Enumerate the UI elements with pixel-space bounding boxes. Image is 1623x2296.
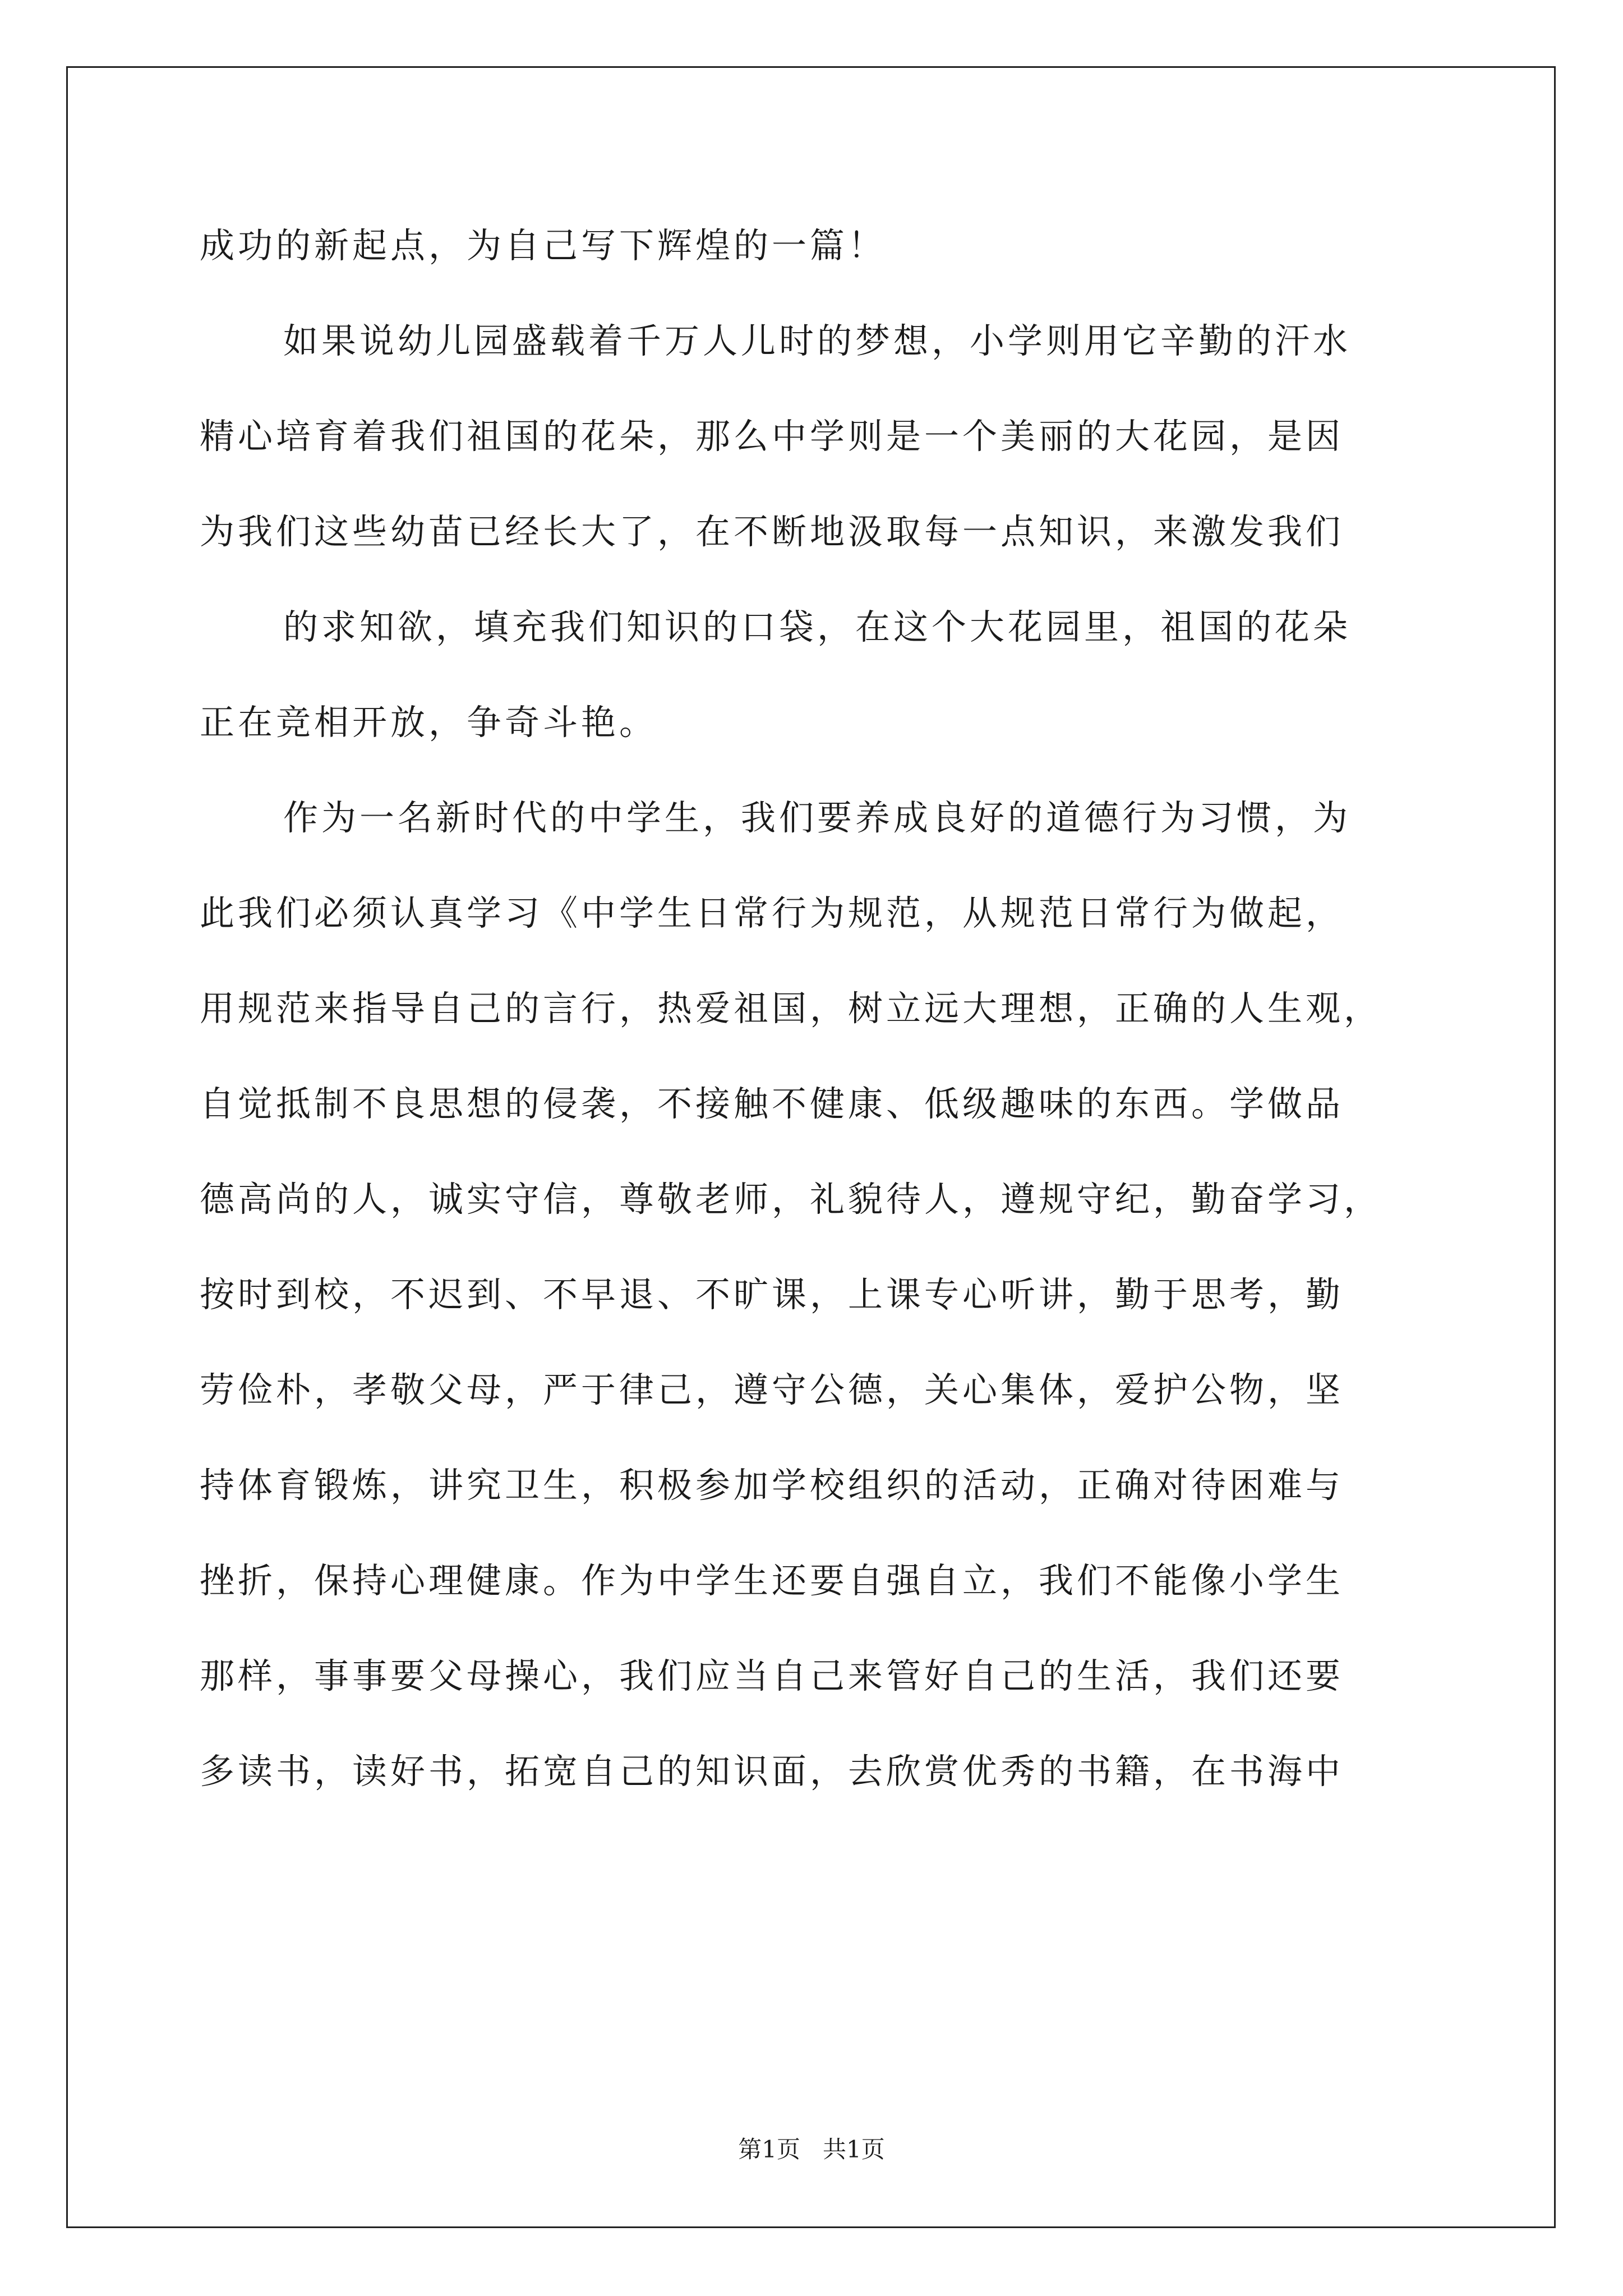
text-line: 那样，事事要父母操心，我们应当自己来管好自己的生活，我们还要 — [200, 1655, 1344, 1696]
text-line: 的求知欲，填充我们知识的口袋，在这个大花园里，祖国的花朵 — [283, 606, 1352, 647]
text-line: 按时到校，不迟到、不早退、不旷课，上课专心听讲，勤于思考，勤 — [200, 1274, 1344, 1315]
text-line: 持体育锻炼，讲究卫生，积极参加学校组织的活动，正确对待困难与 — [200, 1465, 1344, 1506]
text-line: 精心培育着我们祖国的花朵，那么中学则是一个美丽的大花园，是因 — [200, 416, 1344, 457]
text-line: 自觉抵制不良思想的侵袭，不接触不健康、低级趣味的东西。学做品 — [200, 1083, 1344, 1124]
text-line: 成功的新起点，为自己写下辉煌的一篇！ — [200, 225, 887, 266]
text-line: 如果说幼儿园盛载着千万人儿时的梦想，小学则用它辛勤的汗水 — [283, 320, 1352, 361]
text-line: 挫折，保持心理健康。作为中学生还要自强自立，我们不能像小学生 — [200, 1560, 1344, 1601]
text-line: 劳俭朴，孝敬父母，严于律己，遵守公德，关心集体，爱护公物，坚 — [200, 1369, 1344, 1410]
text-line: 为我们这些幼苗已经长大了，在不断地汲取每一点知识，来激发我们 — [200, 511, 1344, 552]
text-line: 用规范来指导自己的言行，热爱祖国，树立远大理想，正确的人生观， — [200, 988, 1382, 1029]
text-line: 多读书，读好书，拓宽自己的知识面，去欣赏优秀的书籍，在书海中 — [200, 1751, 1344, 1792]
text-line: 此我们必须认真学习《中学生日常行为规范，从规范日常行为做起， — [200, 892, 1344, 933]
page-border — [66, 66, 1556, 2228]
text-line: 德高尚的人，诚实守信，尊敬老师，礼貌待人，遵规守纪，勤奋学习， — [200, 1179, 1382, 1220]
page-footer: 第1页 共1页 — [738, 2136, 885, 2163]
text-line: 正在竞相开放，争奇斗艳。 — [200, 702, 658, 743]
text-line: 作为一名新时代的中学生，我们要养成良好的道德行为习惯，为 — [283, 797, 1352, 838]
